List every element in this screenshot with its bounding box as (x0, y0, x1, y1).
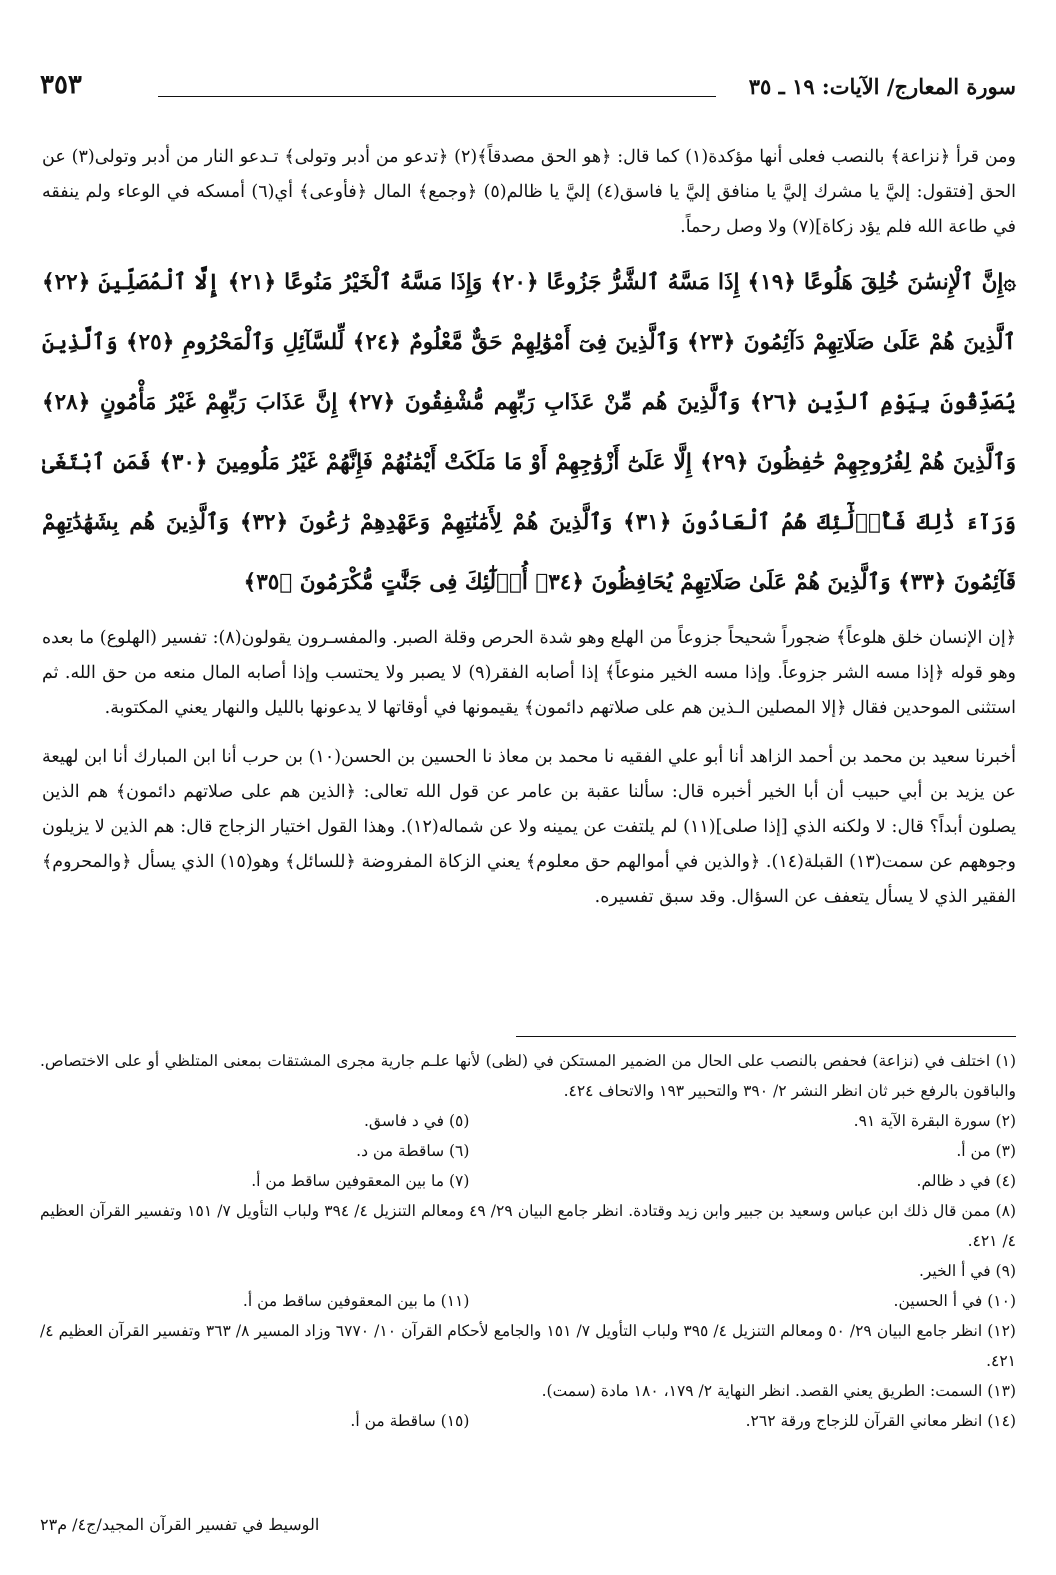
intro-paragraph: ومن قرأ ﴿نزاعة﴾ بالنصب فعلى أنها مؤكدة(١) كما قال: ﴿هو الحق مصدقاً﴾(٢) ﴿تدعو من أدبر وتولى﴾ تـدعو النار من أدبر وتولى(٣) عن الحق [فتقول: إليَّ يا مشرك إليَّ يا منافق إليَّ يا فاسق(٤) إليَّ يا ظالم(٥) ﴿وجمع﴾ المال ﴿فأوعى﴾ أي(٦) أمسكه في الوعاء ولم ينفقه في طاعة الله فلم يؤد زكاة](٧) ولا وصل رحماً. (42, 147, 1016, 237)
footnote-2: (٢) سورة البقرة الآية ٩١. (853, 1112, 1016, 1130)
footnote-row (40, 1406, 1016, 1436)
footnote-8: (٨) ممن قال ذلك ابن عباس وسعيد بن جبير وابن زيد وقتادة. انظر جامع البيان ٢٩/ ٤٩ ومعالم التنزيل ٤/ ٣٩٤ ولباب التأويل ٧/ ١٥١ وتفسير القرآن العظيم ٤/ ٤٢١. (40, 1202, 1016, 1250)
footnote-row (40, 1286, 1016, 1316)
footnote-1: (١) اختلف في (نزاعة) فحفص بالنصب على الحال من الضمير المستكن في (لظى) لأنها علـم جارية مجرى المشتقات بمعنى المتلظي أو على الاختصاص. والباقون بالرفع خبر ثان انظر النشر ٢/ ٣٩٠ والتحبير ١٩٣ والاتحاف ٤٢٤. (40, 1052, 1016, 1100)
footnote-11: (١١) ما بين المعقوفين ساقط من أ. (242, 1292, 470, 1310)
footnote-9: (٩) في أ الخير. (918, 1262, 1016, 1280)
footnote-15: (١٥) ساقطة من أ. (350, 1412, 470, 1430)
footnote-row (40, 1106, 1016, 1136)
footnote-6: (٦) ساقطة من د. (356, 1142, 470, 1160)
footnote-4: (٤) في د ظالم. (916, 1172, 1016, 1190)
footnote-separator (516, 1036, 1016, 1037)
page-number: ٣٥٣ (40, 70, 82, 100)
footnote-10: (١٠) في أ الحسين. (893, 1292, 1016, 1310)
footnote-14: (١٤) انظر معاني القرآن للزجاج ورقة ٢٦٢. (745, 1412, 1016, 1430)
page-header (40, 70, 1016, 110)
signature-footer: الوسيط في تفسير القرآن المجيد/ج٤/ م٢٣ (40, 1515, 320, 1534)
main-content (42, 140, 1016, 915)
footnote-3: (٣) من أ. (956, 1142, 1016, 1160)
footnote-row (40, 1136, 1016, 1166)
footnote-7: (٧) ما بين المعقوفين ساقط من أ. (251, 1172, 470, 1190)
footnote-12: (١٢) انظر جامع البيان ٢٩/ ٥٠ ومعالم التنزيل ٤/ ٣٩٥ ولباب التأويل ٧/ ١٥١ والجامع لأحكام القرآن ١٠/ ٦٧٧٠ وزاد المسير ٨/ ٣٦٣ وتفسير القرآن العظيم ٤/ ٤٢١. (40, 1322, 1016, 1370)
footnotes (40, 1046, 1016, 1436)
footnote-5: (٥) في د فاسق. (364, 1112, 470, 1130)
footnote-13: (١٣) السمت: الطريق يعني القصد. انظر النهاية ٢/ ١٧٩، ١٨٠ مادة (سمت). (541, 1382, 1016, 1400)
commentary-paragraph-2: أخبرنا سعيد بن محمد بن أحمد الزاهد أنا أبو علي الفقيه نا محمد بن معاذ نا الحسين بن الحسن(١٠) بن حرب أنا ابن المبارك أنا ابن لهيعة عن يزيد بن أبي حبيب أن أبا الخير أخبره قال: سألنا عقبة بن عامر عن قول الله تعالى: ﴿الذين هم على صلاتهم دائمون﴾ هم الذين يصلون أبداً؟ قال: لا ولكنه الذي [إذا صلى](١١) لم يلتفت عن يمينه ولا عن شماله(١٢). وهذا القول اختيار الزجاج قال: هم الذين لا يزيلون وجوههم عن سمت(١٣) القبلة(١٤). ﴿والذين في أموالهم حق معلوم﴾ يعني الزكاة المفروضة ﴿للسائل﴾ وهو(١٥) الذي يسأل ﴿والمحروم﴾ الفقير الذي لا يسأل يتعفف عن السؤال. وقد سبق تفسيره. (42, 747, 1016, 907)
running-title: سورة المعارج/ الآيات: ١٩ ـ ٣٥ (748, 74, 1016, 99)
quran-verses: ۞إِنَّ ٱلْإِنسَٰنَ خُلِقَ هَلُوعًا ﴿١٩﴾ إِذَا مَسَّهُ ٱلشَّرُّ جَزُوعًا ﴿٢٠﴾ وَإِذَا مَسَّهُ ٱلْخَيْرُ مَنُوعًا ﴿٢١﴾ إِلَّا ٱلْمُصَلِّينَ ﴿٢٢﴾ ٱلَّذِينَ هُمْ عَلَىٰ صَلَاتِهِمْ دَآئِمُونَ ﴿٢٣﴾ وَٱلَّذِينَ فِىٓ أَمْوَٰلِهِمْ حَقٌّ مَّعْلُومٌ ﴿٢٤﴾ لِّلسَّآئِلِ وَٱلْمَحْرُومِ ﴿٢٥﴾ وَٱلَّذِينَ يُصَدِّقُونَ بِيَوْمِ ٱلدِّينِ ﴿٢٦﴾ وَٱلَّذِينَ هُم مِّنْ عَذَابِ رَبِّهِم مُّشْفِقُونَ ﴿٢٧﴾ إِنَّ عَذَابَ رَبِّهِمْ غَيْرُ مَأْمُونٍ ﴿٢٨﴾ وَٱلَّذِينَ هُمْ لِفُرُوجِهِمْ حَٰفِظُونَ ﴿٢٩﴾ إِلَّا عَلَىٰٓ أَزْوَٰجِهِمْ أَوْ مَا مَلَكَتْ أَيْمَٰنُهُمْ فَإِنَّهُمْ غَيْرُ مَلُومِينَ ﴿٣٠﴾ فَمَنِ ٱبْتَغَىٰ وَرَآءَ ذَٰلِكَ فَأُو۟لَٰٓئِكَ هُمُ ٱلْعَادُونَ ﴿٣١﴾ وَٱلَّذِينَ هُمْ لِأَمَٰنَٰتِهِمْ وَعَهْدِهِمْ رَٰعُونَ ﴿٣٢﴾ وَٱلَّذِينَ هُم بِشَهَٰدَٰتِهِمْ قَآئِمُونَ ﴿٣٣﴾ وَٱلَّذِينَ هُمْ عَلَىٰ صَلَاتِهِمْ يُحَافِظُونَ ﴿٣٤﴾ أُو۟لَٰٓئِكَ فِى جَنَّٰتٍ مُّكْرَمُونَ ﴿٣٥﴾ (42, 270, 1016, 595)
commentary-paragraph-1: ﴿إن الإنسان خلق هلوعاً﴾ ضجوراً شحيحاً جزوعاً من الهلع وهو شدة الحرص وقلة الصبر. والمفسـرون يقولون(٨): تفسير (الهلوع) ما بعده وهو قوله ﴿إذا مسه الشر جزوعاً. وإذا مسه الخير منوعاً﴾ إذا أصابه الفقر(٩) لا يصبر ولا يحتسب وإذا أصابه المال منعه من حق الله. ثم استثنى الموحدين فقال ﴿إلا المصلين الـذين هم على صلاتهم دائمون﴾ يقيمونها في أوقاتها لا يدعونها بالليل والنهار يعني المكتوبة. (42, 628, 1017, 718)
header-rule (158, 96, 716, 97)
footnote-row (40, 1166, 1016, 1196)
